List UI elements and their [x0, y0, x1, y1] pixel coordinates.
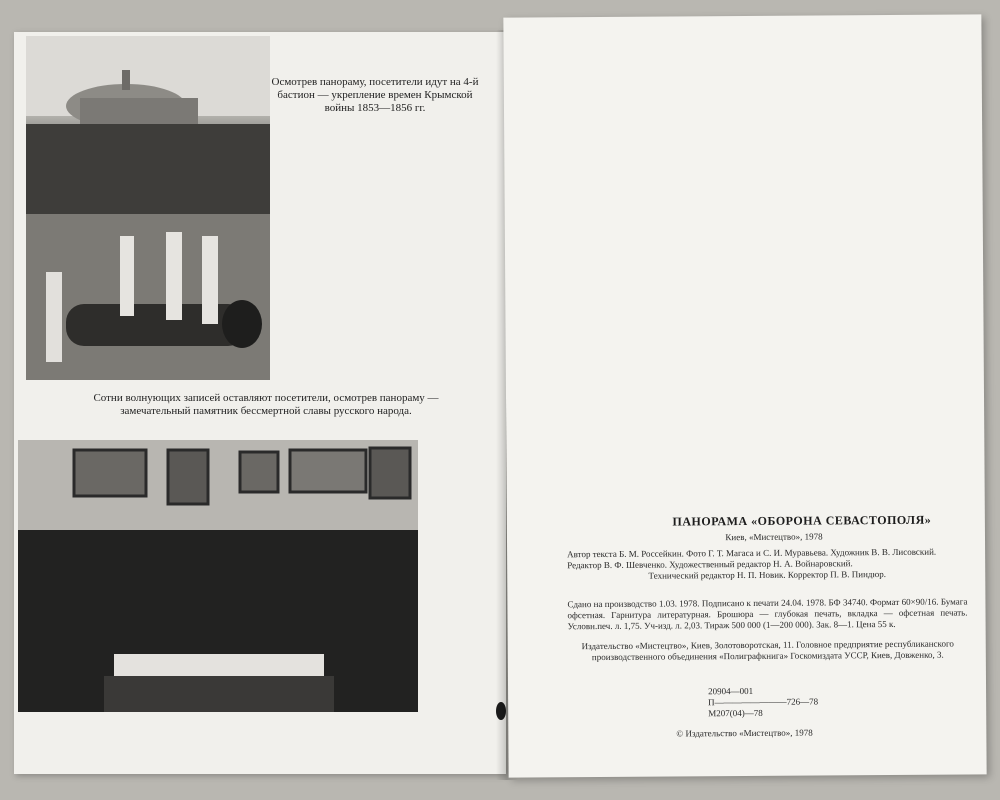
copyright-line: © Издательство «Мистецтво», 1978	[676, 727, 813, 739]
code-line-2: П————————726—78	[708, 696, 819, 708]
sailors-with-cannon-photo	[26, 36, 270, 380]
sailors-at-guestbook-illustration	[18, 440, 418, 712]
right-page	[503, 14, 986, 777]
code-line-1: 20904—001	[708, 685, 754, 697]
technical-editor-text: Технический редактор Н. П. Новик. Корректор П. В. Пиндюр.	[648, 569, 886, 581]
book-title: ПАНОРАМА «ОБОРОНА СЕВАСТОПОЛЯ»	[672, 512, 932, 529]
code-line-3: М207(04)—78	[708, 707, 763, 719]
caption-bastion: Осмотрев панораму, посетители идут на 4-й бастион — укрепление времен Крымской войны 1853—1856 гг.	[271, 76, 479, 114]
credits-text: Автор текста Б. М. Россейкин. Фото Г. Т. Магаса и С. И. Муравьева. Художник В. В. Лисовский. Редактор В. Ф. Шевченко. Художественный редактор Н. А. Войнаровский.	[567, 546, 937, 571]
catalog-codes	[708, 685, 848, 719]
publisher-address: Издательство «Мистецтво», Киев, Золотоворотская, 11. Головное предприятие республиканского производственного объединения «Полиграфкнига» Госкомиздата УССР, Киев, Довженко, 3.	[581, 638, 954, 663]
left-page	[14, 32, 506, 774]
sailors-with-cannon-illustration	[26, 36, 270, 380]
city-publisher-year: Киев, «Мистецтво», 1978	[725, 531, 823, 543]
sailors-at-guestbook-photo	[18, 440, 418, 712]
printing-details: Сдано на производство 1.03. 1978. Подписано к печати 24.04. 1978. БФ 34740. Формат 60×90/16. Бумага офсетная. Гарнитура литературная. Брошюра — глубокая печать, вкладка — офсетная печать. Условн.печ. л. 1,75. Уч-изд. л. 2,03. Тираж 500 000 (1—200 000). Зак. 8—1. Цена 55 к.	[567, 596, 968, 632]
caption-guestbook: Сотни волнующих записей оставляют посетители, осмотрев панораму — замечательный памятник бессмертной славы русского народа.	[93, 392, 439, 417]
